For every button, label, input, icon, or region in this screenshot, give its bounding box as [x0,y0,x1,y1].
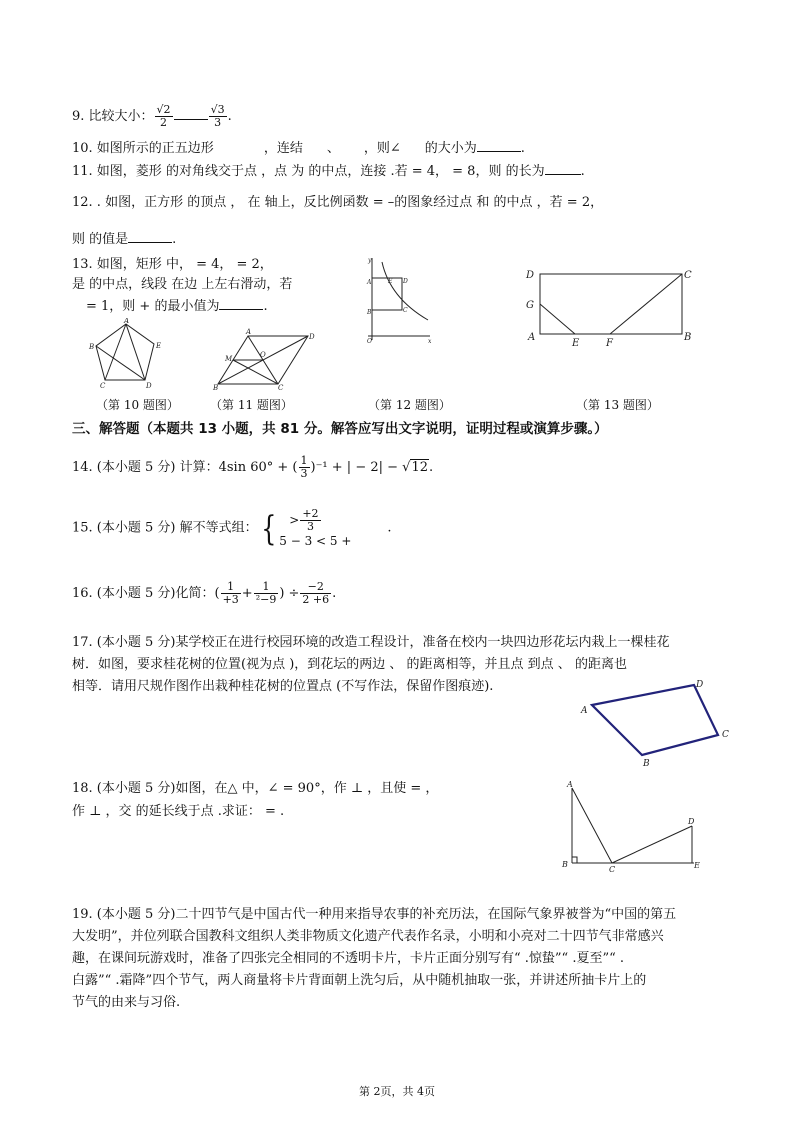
svg-text:B: B [213,384,219,392]
question-12-line2: 则 的值是 . [72,232,177,247]
svg-text:E: E [156,342,162,350]
figure-11-rhombus [210,326,330,392]
svg-text:C: C [722,730,729,740]
question-17-line2: 树．如图，要求桂花树的位置(视为点 )，到花坛的两边 、 的距离相等，并且点 到点 、 的距离也 [72,657,627,672]
svg-text:E: E [388,278,393,285]
svg-text:A: A [246,328,252,336]
svg-text:C: C [609,865,616,874]
q13-answer-blank[interactable] [219,297,263,310]
figure-18-triangles [560,778,706,874]
svg-text:C: C [278,384,284,392]
question-14: 14. (本小题 5 分) 计算：4sin 60° + ( $\frac{1}{3}$ )⁻¹ + | − 2| − √12. [72,454,434,480]
q9-answer-blank[interactable] [174,107,208,120]
question-13-line2: 是 的中点，线段 在边 上左右滑动，若 [72,277,293,292]
svg-text:E: E [572,338,580,348]
fig10-label-a: A [124,318,130,325]
question-15: 15. (本小题 5 分) 解不等式组：{ > $\frac{+2}{3}$ 5 − 3 < 5 + . [72,507,392,549]
q9-label: 9. 比较大小： [72,109,154,124]
figure-12-square-hyperbola [362,254,434,346]
question-11: 11. 如图，菱形 的对角线交于点 ，点 为 的中点，连接 .若 = 4， = 8，则 的长为 . [72,164,585,179]
svg-text:M: M [225,355,233,363]
svg-text:O: O [260,351,266,359]
svg-text:D: D [526,270,535,281]
svg-text:F: F [606,338,613,348]
svg-text:G: G [526,300,534,311]
question-19-line5: 节气的由来与习俗. [72,995,181,1010]
section-3-heading: 三、解答题（本题共 13 小题，共 81 分。解答应写出文字说明，证明过程或演算步骤。） [72,421,608,437]
question-17-line1: 17. (本小题 5 分)某学校正在进行校园环境的改造工程设计，准备在校内一块四边形花坛内栽上一棵桂花 [72,635,670,650]
svg-text:D: D [403,278,408,285]
q11-answer-blank[interactable] [545,162,581,175]
question-19-line1: 19. (本小题 5 分)二十四节气是中国古代一种用来指导农事的补充历法，在国际气象界被誉为“中国的第五 [72,907,677,922]
q10-answer-blank[interactable] [477,139,521,152]
svg-text:A: A [528,332,536,343]
question-19-line2: 大发明”，并位列联合国教科文组织人类非物质文化遗产代表作名录，小明和小亮对二十四节气非常感兴 [72,929,664,944]
caption-figure-11: （第 11 题图） [210,398,293,412]
question-18-line2: 作 ⊥ ，交 的延长线于点 .求证： = . [72,804,285,819]
q12-answer-blank[interactable] [128,230,172,243]
caption-figure-10: （第 10 题图） [96,398,179,412]
caption-figure-12: （第 12 题图） [368,398,451,412]
svg-text:x: x [428,338,432,345]
svg-text:B: B [89,343,95,351]
caption-figure-13: （第 13 题图） [576,398,659,412]
question-17-line3: 相等．请用尺规作图作出栽种桂花树的位置点 (不写作法，保留作图痕迹). [72,679,494,694]
svg-text:B: B [367,309,372,316]
question-18-line1: 18. (本小题 5 分)如图，在△ 中，∠ = 90°，作 ⊥ ，且使 = ， [72,781,439,796]
question-10: 10. 如图所示的正五边形 ，连结 、 ，则∠ 的大小为 . [72,141,525,156]
svg-text:C: C [100,382,106,390]
svg-text:y: y [368,257,372,264]
svg-text:B: B [684,332,692,343]
figure-13-rectangle [520,262,700,348]
q9-fraction-2: $\frac{√3}{3}$ [210,103,225,129]
question-16: 16. (本小题 5 分)化简：( $\frac{1}{+3}$ + $\frac{1}{\text{²−9}}$ ) ÷ $\frac{-2}{2 +6}$ . [72,580,337,606]
figure-10-pentagon [88,318,178,390]
svg-text:C: C [403,307,408,314]
svg-text:B: B [562,860,568,869]
question-9: 9. 比较大小： $\frac{√2}{2}$ $\frac{√3}{3}$ . [72,103,232,129]
q9-fraction-1: $\frac{√2}{2}$ [156,103,171,129]
page-footer: 第 2页，共 4页 [359,1085,435,1098]
svg-text:D: D [309,333,315,341]
svg-text:D: D [688,817,695,826]
svg-text:D: D [146,382,152,390]
svg-text:O: O [367,338,372,345]
question-12: 12. . 如图，正方形 的顶点 ， 在 轴上，反比例函数 = –的图象经过点 和 的中点 ，若 = 2， [72,195,604,210]
svg-text:A: A [367,279,372,286]
svg-text:A: A [567,780,573,789]
svg-text:A: A [581,706,588,716]
question-19-line4: 白露”“ .霜降”四个节气，两人商量将卡片背面朝上洗匀后，从中随机抽取一张，并讲述所抽卡片上的 [72,973,647,988]
question-19-line3: 趣，在课间玩游戏时，准备了四张完全相同的不透明卡片，卡片正面分别写有“ .惊蛰”“ .夏至”“ . [72,951,625,966]
svg-text:B: B [643,759,650,769]
question-13-line1: 13. 如图，矩形 中， = 4， = 2， [72,257,273,272]
svg-text:D: D [696,680,704,690]
svg-text:C: C [684,270,692,281]
figure-17-quadrilateral [576,676,736,770]
question-13-line3: = 1，则 + 的最小值为 . [86,299,268,314]
svg-text:E: E [694,861,700,870]
